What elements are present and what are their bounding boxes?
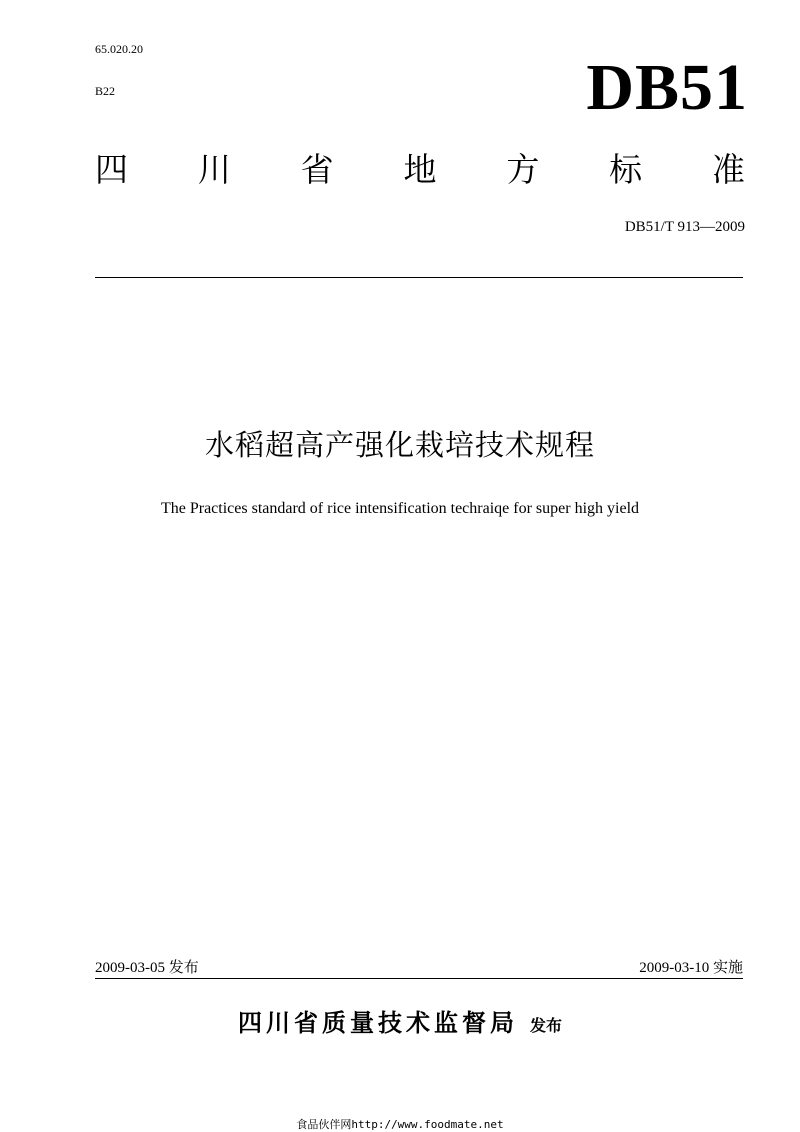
footer-watermark: 食品伙伴网http://www.foodmate.net [296, 1118, 504, 1131]
standard-type-char: 准 [711, 150, 745, 189]
document-title-chinese: 水稻超高产强化栽培技术规程 [204, 428, 595, 462]
implementation-label: 实施 [712, 958, 743, 976]
ics-code: 65.020.20 [95, 42, 143, 56]
publisher-line [0, 1008, 800, 1041]
standard-type-char: 方 [506, 150, 540, 189]
standard-type-char: 四 [95, 150, 128, 189]
publisher-organization: 四川省质量技术监督局 [237, 1009, 518, 1037]
ccs-code: B22 [95, 84, 116, 98]
issue-date-line [95, 958, 199, 977]
standard-type-char: 省 [300, 150, 334, 189]
standard-type-heading [95, 150, 745, 190]
issue-label: 发布 [168, 958, 199, 976]
document-title-english: The Practices standard of rice intensification techraiqe for super high yield [160, 500, 640, 517]
implementation-date: 2009-03-10 [639, 960, 710, 976]
standard-number: DB51/T 913—2009 [624, 219, 745, 235]
top-divider [95, 277, 743, 278]
standard-type-char: 地 [403, 150, 437, 189]
publisher-suffix: 发布 [529, 1016, 562, 1035]
standard-type-char: 标 [609, 150, 643, 189]
bottom-divider [95, 978, 743, 979]
implementation-date-line [639, 958, 743, 977]
standard-type-char: 川 [197, 150, 231, 189]
issue-date: 2009-03-05 [95, 960, 165, 976]
db-standard-mark: DB51 [586, 51, 748, 124]
